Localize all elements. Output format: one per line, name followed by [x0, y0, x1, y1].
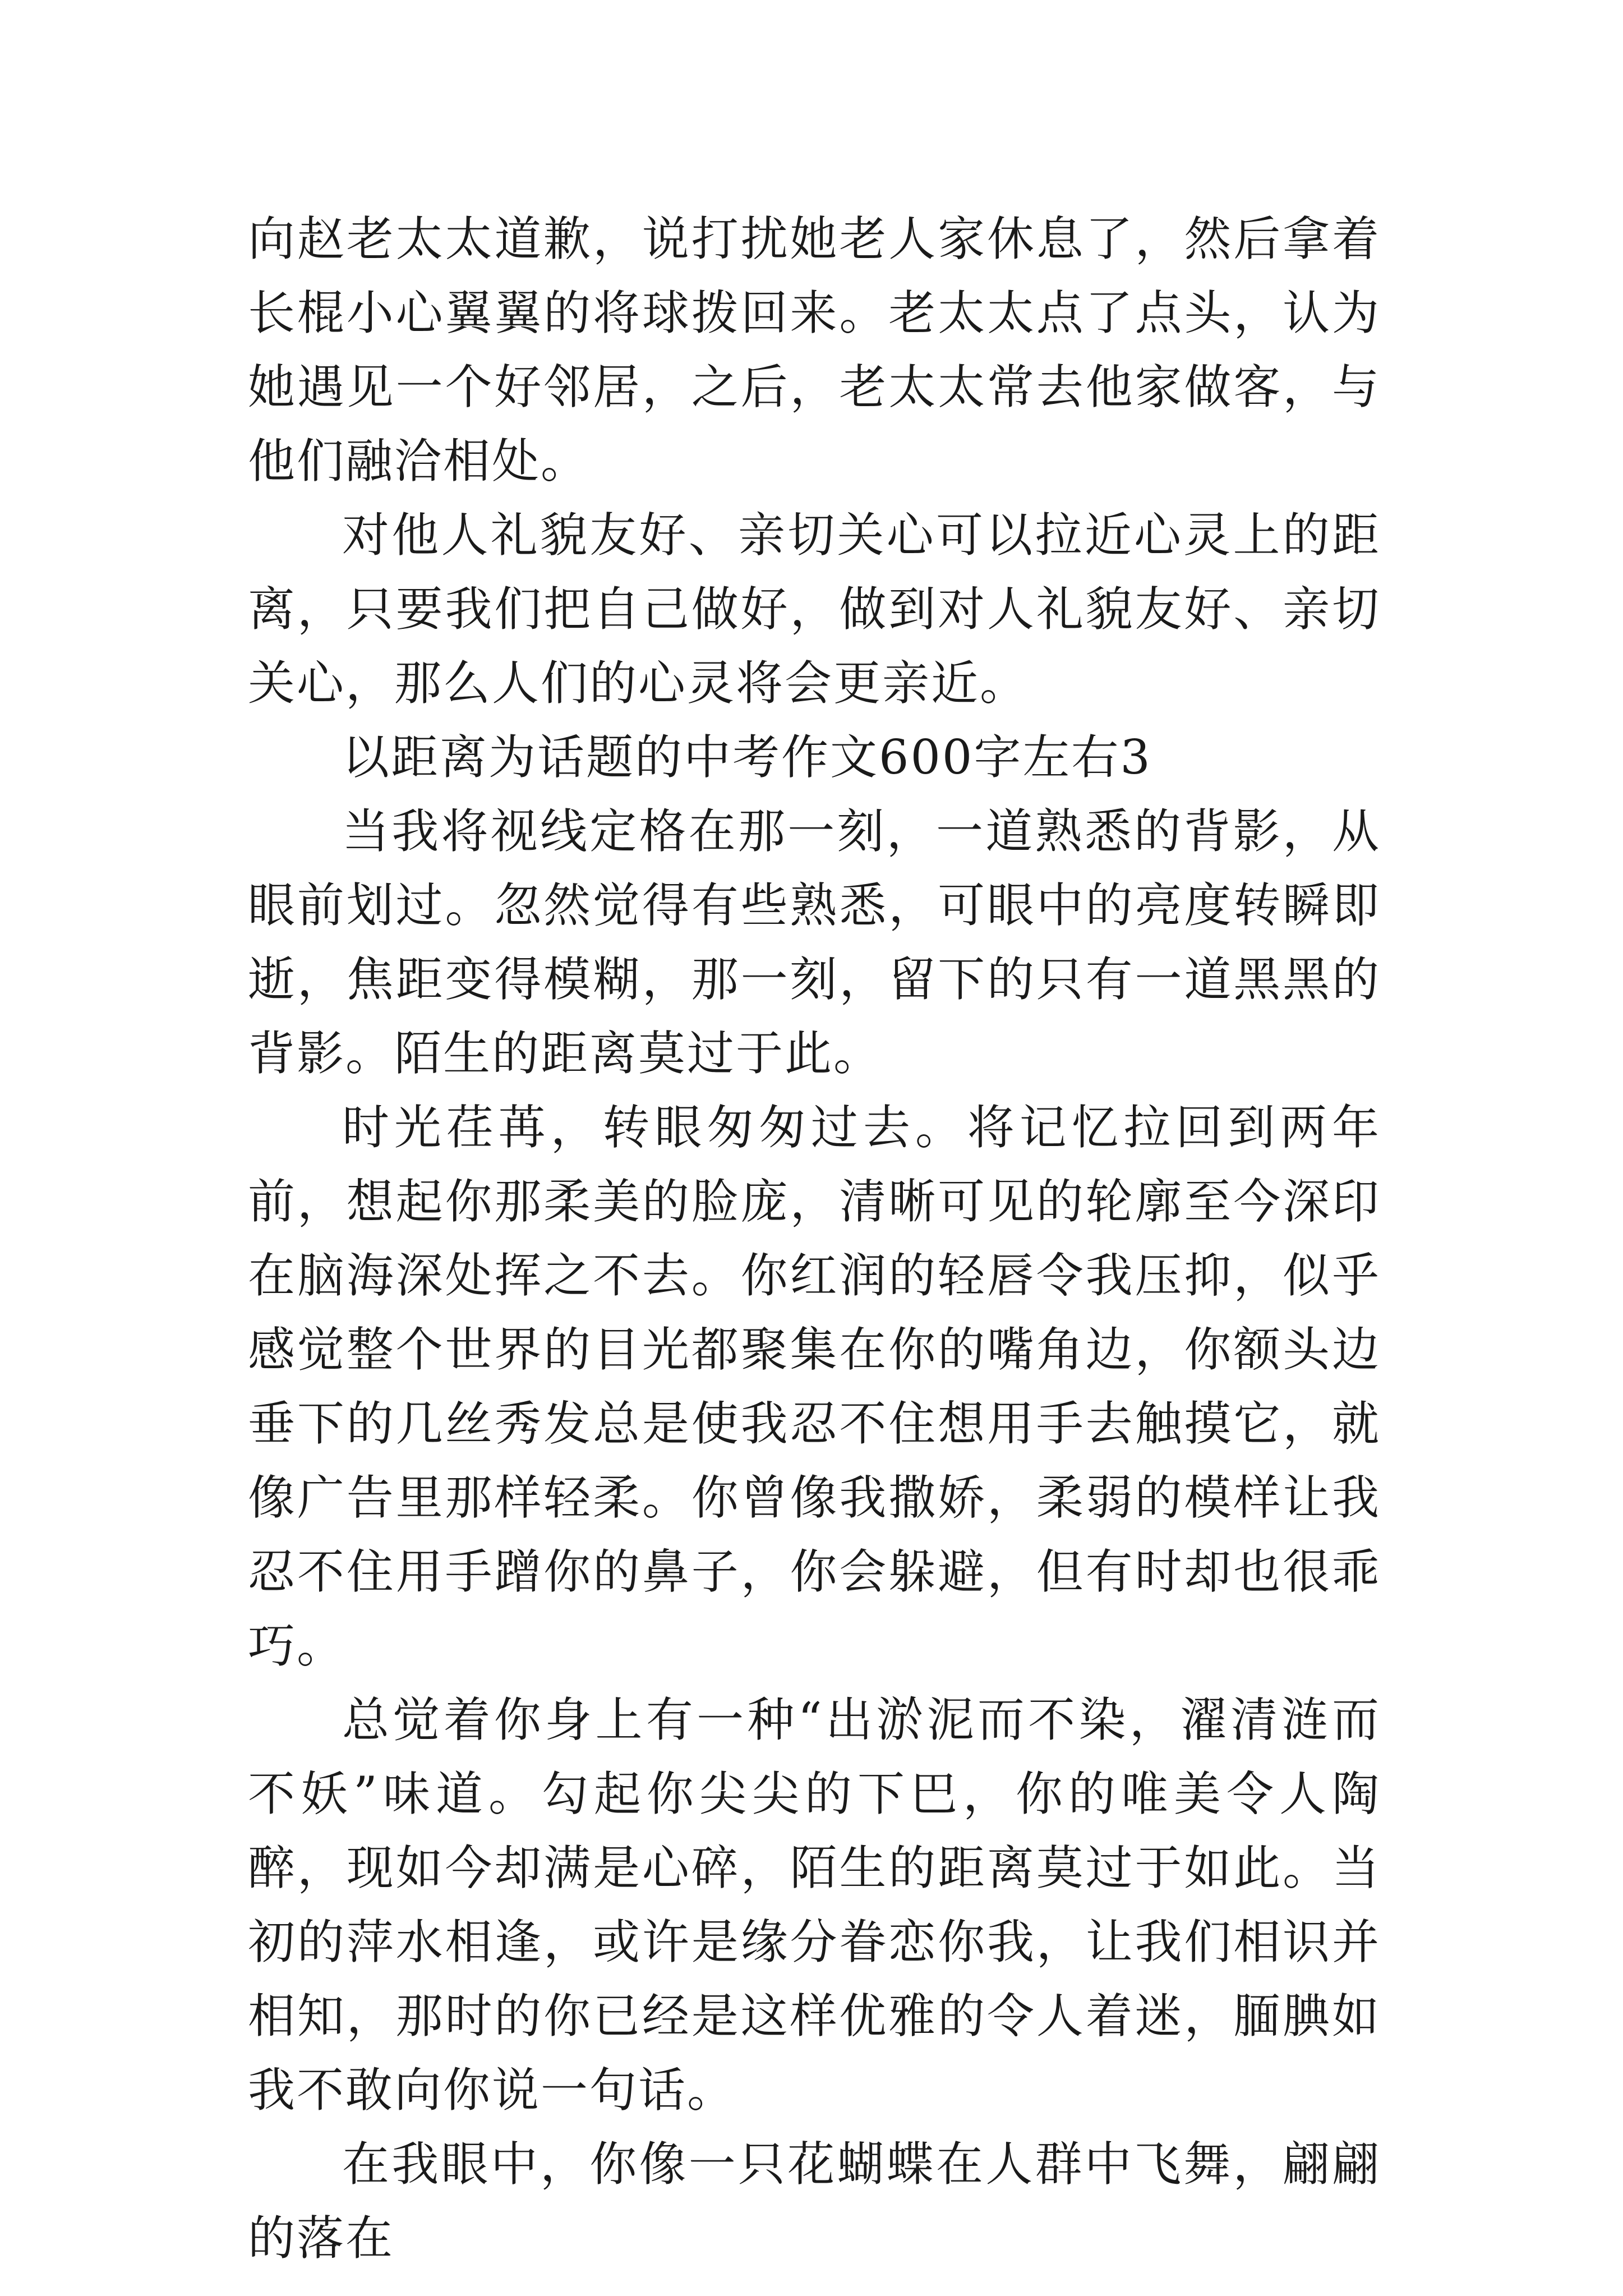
- paragraph-conclusion: 对他人礼貌友好、亲切关心可以拉近心灵上的距离，只要我们把自己做好，做到对人礼貌友好、亲切关心，那么人们的心灵将会更亲近。: [248, 508, 1381, 711]
- paragraph-opening: 当我将视线定格在那一刻，一道熟悉的背影，从眼前划过。忽然觉得有些熟悉，可眼中的亮度转瞬即逝，焦距变得模糊，那一刻，留下的只有一道黑黑的背影。陌生的距离莫过于此。: [248, 804, 1381, 1081]
- paragraph-memory: 时光荏苒，转眼匆匆过去。将记忆拉回到两年前，想起你那柔美的脸庞，清晰可见的轮廓至今深印在脑海深处挥之不去。你红润的轻唇令我压抑，似乎感觉整个世界的目光都聚集在你的嘴角边，你额头边垂下的几丝秀发总是使我忍不住想用手去触摸它，就像广告里那样轻柔。你曾像我撒娇，柔弱的模样让我忍不住用手蹭你的鼻子，你会躲避，但有时却也很乖巧。: [248, 1100, 1381, 1673]
- paragraph-continuation: 向赵老太太道歉，说打扰她老人家休息了，然后拿着长棍小心翼翼的将球拨回来。老太太点了点头，认为她遇见一个好邻居，之后，老太太常去他家做客，与他们融洽相处。: [248, 211, 1381, 489]
- essay-body: [248, 202, 1381, 2275]
- paragraph-impression: 总觉着你身上有一种“出淤泥而不染，濯清涟而不妖”味道。勾起你尖尖的下巴，你的唯美令人陶醉，现如今却满是心碎，陌生的距离莫过于如此。当初的萍水相逢，或许是缘分眷恋你我，让我们相识并相知，那时的你已经是这样优雅的令人着迷，腼腆如我不敢向你说一句话。: [248, 1692, 1381, 2118]
- essay-heading: 以距离为话题的中考作文600字左右3: [342, 730, 1152, 785]
- paragraph-butterfly: 在我眼中，你像一只花蝴蝶在人群中飞舞，翩翩的落在: [248, 2137, 1381, 2266]
